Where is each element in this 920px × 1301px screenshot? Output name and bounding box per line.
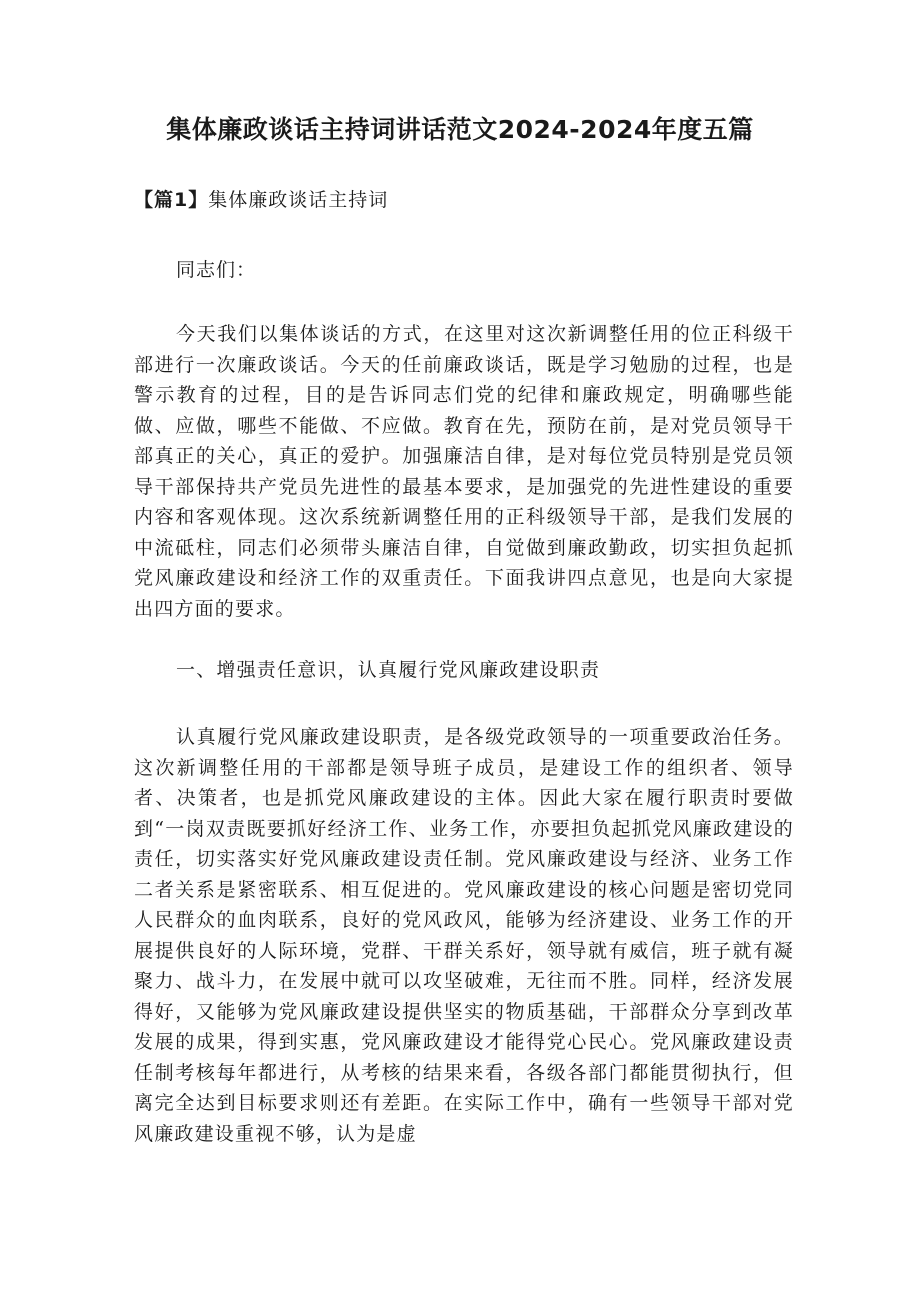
section-title: 集体廉政谈话主持词 <box>208 189 389 211</box>
section-heading <box>134 186 388 214</box>
subheading-one: 一、增强责任意识，认真履行党风廉政建设职责 <box>176 659 601 681</box>
section-tag: 【篇1】 <box>134 189 209 211</box>
document-title: 集体廉政谈话主持词讲话范文2024-2024年度五篇 <box>166 115 754 144</box>
greeting: 同志们： <box>176 259 257 281</box>
paragraph-intro: 今天我们以集体谈话的方式，在这里对这次新调整任用的位正科级干部进行一次廉政谈话。今天的任前廉政谈话，既是学习勉励的过程，也是警示教育的过程，目的是告诉同志们党的纪律和廉政规定，明确哪些能做、应做，哪些不能做、不应做。教育在先，预防在前，是对党员领导干部真正的关心，真正的爱护。加强廉洁自律，是对每位党员特别是党员领导干部保持共产党员先进性的最基本要求，是加强党的先进性建设的重要内容和客观体现。这次系统新调整任用的正科级领导干部，是我们发展的中流砥柱，同志们必须带头廉洁自律，自觉做到廉政勤政，切实担负起抓党风廉政建设和经济工作的双重责任。下面我讲四点意见，也是向大家提出四方面的要求。 <box>134 323 794 620</box>
paragraph-responsibility: 认真履行党风廉政建设职责，是各级党政领导的一项重要政治任务。这次新调整任用的干部都是领导班子成员，是建设工作的组织者、领导者、决策者，也是抓党风廉政建设的主体。因此大家在履行职责时要做到“一岗双责既要抓好经济工作、业务工作，亦要担负起抓党风廉政建设的责任，切实落实好党风廉政建设责任制。党风廉政建设与经济、业务工作二者关系是紧密联系、相互促进的。党风廉政建设的核心问题是密切党同人民群众的血肉联系，良好的党风政风，能够为经济建设、业务工作的开展提供良好的人际环境，党群、干群关系好，领导就有威信，班子就有凝聚力、战斗力，在发展中就可以攻坚破难，无往而不胜。同样，经济发展得好，又能够为党风廉政建设提供坚实的物质基础，干部群众分享到改革发展的成果，得到实惠，党风廉政建设才能得党心民心。党风廉政建设责任制考核每年都进行，从考核的结果来看，各级各部门都能贯彻执行，但离完全达到目标要求则还有差距。在实际工作中，确有一些领导干部对党风廉政建设重视不够，认为是虚 <box>134 726 794 1145</box>
